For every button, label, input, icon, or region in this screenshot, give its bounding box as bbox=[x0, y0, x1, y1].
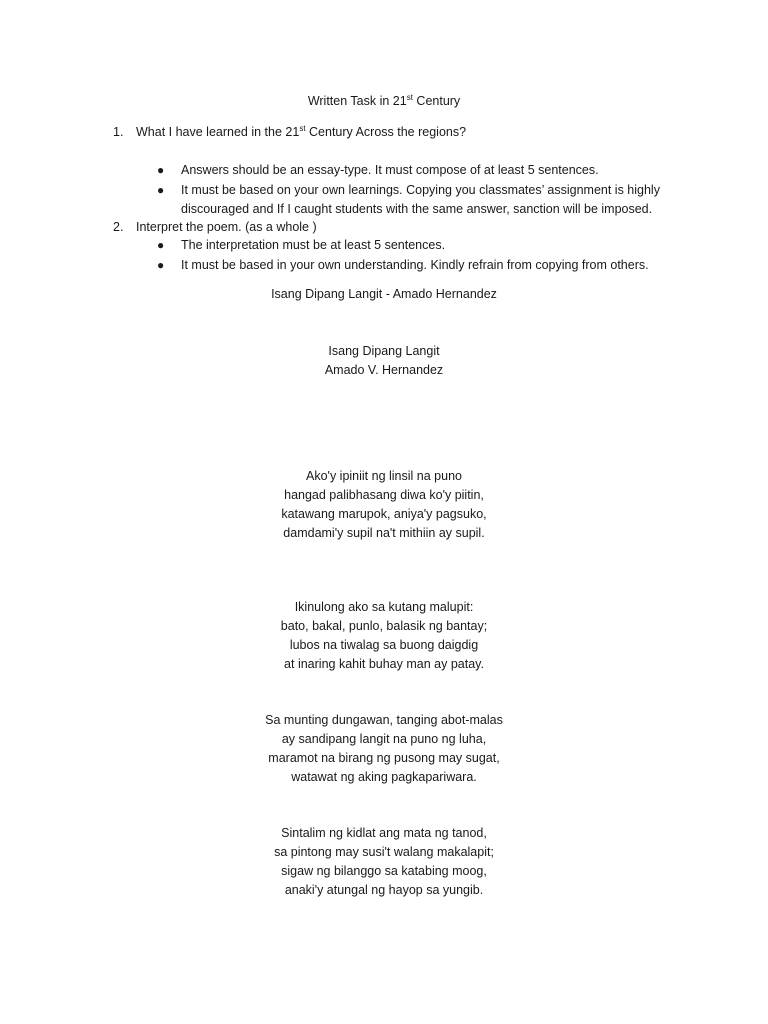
question-1-number: 1. bbox=[113, 125, 124, 139]
bullet-icon: ● bbox=[157, 182, 165, 197]
poem-line: Ako'y ipiniit ng linsil na puno bbox=[306, 469, 462, 483]
bullet-text: It must be based on your own learnings. Copying you classmates’ assignment is highly discouraged and If I caught students with the same answer, sanction will be imposed. bbox=[181, 182, 660, 216]
question-1 bbox=[113, 123, 466, 141]
bullet-item bbox=[0, 256, 681, 276]
title-text: Written Task in 21 bbox=[307, 94, 407, 108]
poem-line: lubos na tiwalag sa buong daigdig bbox=[289, 638, 479, 652]
poem-line: anaki'y atungal ng hayop sa yungib. bbox=[284, 883, 484, 897]
question-2-text: Interpret the poem. (as a whole ) bbox=[136, 220, 317, 234]
bullet-text: The interpretation must be at least 5 sentences. bbox=[181, 238, 446, 252]
question-1-bullets bbox=[0, 161, 681, 220]
poem-line: damdami'y supil na't mithiin ay supil. bbox=[283, 526, 485, 540]
title-text-suffix: Century bbox=[412, 94, 461, 108]
question-1-superscript: st bbox=[299, 124, 306, 133]
poem-author: Amado V. Hernandez bbox=[324, 363, 444, 377]
bullet-item bbox=[0, 161, 681, 181]
poem-line: sigaw ng bilanggo sa katabing moog, bbox=[281, 864, 487, 878]
poem-line: maramot na birang ng pusong may sugat, bbox=[268, 751, 500, 765]
question-2 bbox=[113, 218, 317, 236]
bullet-text: It must be based in your own understanding. Kindly refrain from copying from others. bbox=[181, 257, 649, 272]
poem-stanza-3 bbox=[0, 711, 768, 787]
question-2-number: 2. bbox=[113, 220, 124, 234]
poem-line: Sa munting dungawan, tanging abot-malas bbox=[265, 713, 503, 727]
poem-line: watawat ng aking pagkapariwara. bbox=[291, 770, 477, 784]
poem-line: Ikinulong ako sa kutang malupit: bbox=[294, 600, 474, 614]
poem-line: katawang marupok, aniya'y pagsuko, bbox=[281, 507, 487, 521]
poem-line: Sintalim ng kidlat ang mata ng tanod, bbox=[281, 826, 487, 840]
document-title bbox=[0, 93, 768, 109]
bullet-text: Answers should be an essay-type. It must compose of at least 5 sentences. bbox=[181, 163, 599, 177]
bullet-icon: ● bbox=[157, 163, 165, 177]
poem-line: hangad palibhasang diwa ko'y piitin, bbox=[284, 488, 484, 502]
poem-line: ay sandipang langit na puno ng luha, bbox=[281, 732, 487, 746]
bullet-item bbox=[0, 181, 681, 220]
poem-stanza-4 bbox=[0, 824, 768, 900]
poem-title: Isang Dipang Langit bbox=[328, 344, 440, 358]
poem-line: sa pintong may susi't walang makalapit; bbox=[274, 845, 494, 859]
question-2-bullets bbox=[0, 236, 681, 275]
bullet-icon: ● bbox=[157, 238, 165, 252]
bullet-icon: ● bbox=[157, 257, 165, 272]
poem-title-block bbox=[0, 342, 768, 380]
poem-line: at inaring kahit buhay man ay patay. bbox=[284, 657, 484, 671]
poem-stanza-1 bbox=[0, 467, 768, 543]
poem-stanza-2 bbox=[0, 598, 768, 674]
title-superscript: st bbox=[406, 93, 413, 102]
bullet-item bbox=[0, 236, 681, 256]
question-1-text-suffix: Century Across the regions? bbox=[305, 125, 467, 139]
question-1-text: What I have learned in the 21 bbox=[136, 125, 300, 139]
poem-heading: Isang Dipang Langit - Amado Hernandez bbox=[271, 287, 497, 301]
poem-line: bato, bakal, punlo, balasik ng bantay; bbox=[280, 619, 488, 633]
